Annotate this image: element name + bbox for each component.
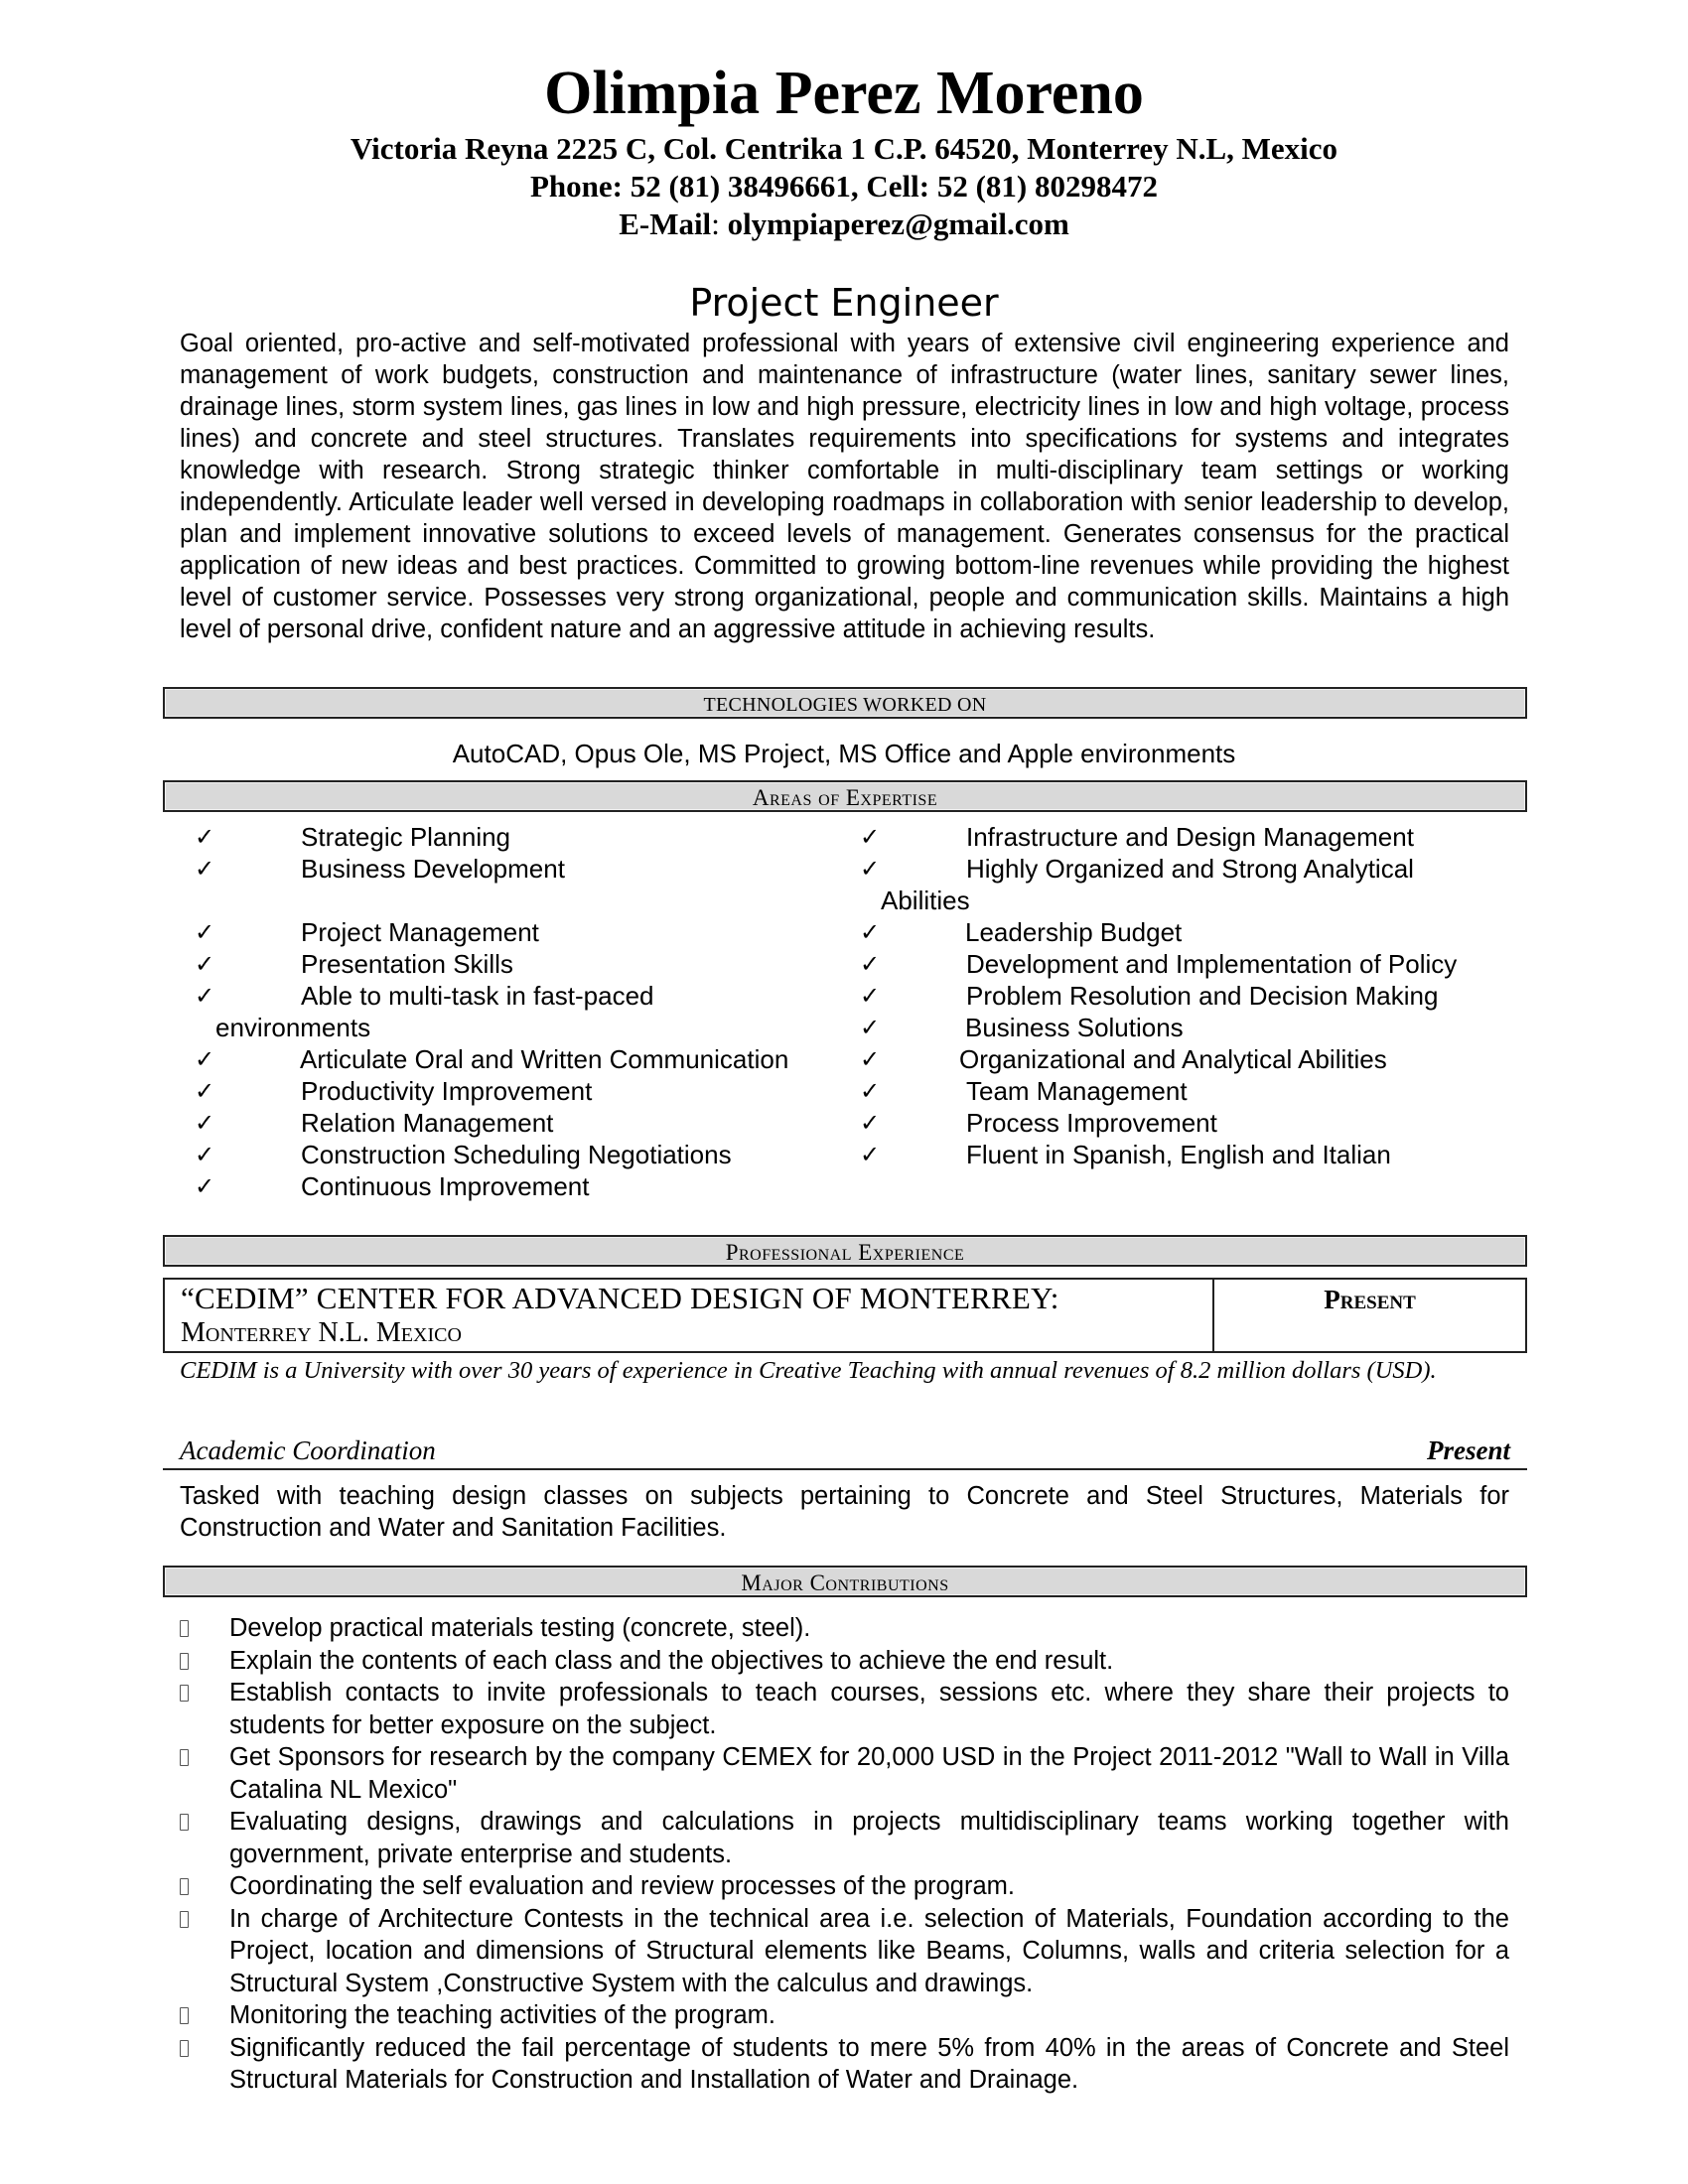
check-icon: ✓ [195, 1141, 215, 1168]
expertise-item: Continuous Improvement [301, 1171, 590, 1201]
contributions-heading: Major Contributions [163, 1566, 1527, 1597]
expertise-item: Relation Management [301, 1108, 554, 1138]
phone-line: Phone: 52 (81) 38496661, Cell: 52 (81) 80298472 [530, 169, 1158, 204]
summary-paragraph: Goal oriented, pro-active and self-motivated professional with years of extensive civil engineering experience and management of work budgets, construction and maintenance of infrastructure (water lines, sanitary sewer lines, drainage lines, storm system lines, gas lines in low and high pressure, electricity lines in low and high voltage, process lines) and concrete and steel structures. Translates requirements into specifications for systems and integrates knowledge with research. Strong strategic thinker comfortable in multi-disciplinary team settings or working independently. Articulate leader well versed in developing roadmaps in collaboration with senior leadership to develop, plan and implement innovative solutions to exceed levels of management. Generates consensus for the practical application of new ideas and best practices. Committed to growing bottom-line revenues while providing the highest level of customer service. Possesses very strong organizational, people and communication skills. Maintains a high level of personal drive, confident nature and an aggressive attitude in achieving results. [180, 330, 1509, 643]
contribution-item [180, 1999, 1509, 2032]
technologies-heading: TECHNOLOGIES WORKED ON [163, 687, 1527, 719]
job-description: Tasked with teaching design classes on subjects pertaining to Concrete and Steel Structures, Materials for Construction and Water and Sanitation Facilities. [180, 1482, 1509, 1542]
contribution-text: Develop practical materials testing (concrete, steel). [229, 1614, 811, 1642]
email-address[interactable]: olympiaperez@gmail.com [727, 206, 1069, 241]
contribution-text: Explain the contents of each class and the objectives to achieve the end result. [229, 1646, 1114, 1675]
expertise-item: Problem Resolution and Decision Making [966, 981, 1439, 1011]
expertise-item-continuation: Abilities [881, 886, 970, 915]
expertise-item: Infrastructure and Design Management [966, 822, 1414, 852]
job-period: Present [1427, 1435, 1510, 1465]
check-icon: ✓ [860, 1141, 881, 1168]
contribution-text: Get Sponsors for research by the company CEMEX for 20,000 USD in the Project 2011-2012 "Wall to Wall in Villa Catalina NL Mexico" [229, 1743, 1509, 1804]
expertise-item: Leadership Budget [965, 917, 1183, 947]
check-icon: ✓ [860, 950, 881, 978]
expertise-item: Productivity Improvement [301, 1076, 593, 1106]
job-title: Academic Coordination [180, 1435, 436, 1465]
expertise-item: Project Management [301, 917, 539, 947]
email-label: E-Mail [619, 206, 712, 241]
technologies-list: AutoCAD, Opus Ole, MS Project, MS Office and Apple environments [452, 739, 1236, 768]
contribution-text: Coordinating the self evaluation and review processes of the program. [229, 1872, 1015, 1900]
contribution-item [180, 1677, 1509, 1741]
expertise-item: Highly Organized and Strong Analytical [966, 854, 1414, 884]
candidate-name: Olimpia Perez Moreno [544, 60, 1144, 127]
contributions-list [180, 1612, 1509, 2097]
bullet-placeholder-icon [180, 1911, 189, 1928]
check-icon: ✓ [860, 1014, 881, 1041]
expertise-item: Able to multi-task in fast-paced [301, 981, 654, 1011]
check-icon: ✓ [195, 950, 215, 978]
company-period: Present [1324, 1285, 1416, 1314]
company-name: “CEDIM” CENTER FOR ADVANCED DESIGN OF MONTERREY: [181, 1281, 1059, 1315]
check-icon: ✓ [195, 1172, 215, 1200]
expertise-item: Presentation Skills [301, 949, 513, 979]
check-icon: ✓ [860, 823, 881, 851]
company-header-box [163, 1278, 1527, 1353]
expertise-heading: Areas of Expertise [163, 780, 1527, 812]
expertise-item: Process Improvement [966, 1108, 1217, 1138]
contribution-item [180, 1903, 1509, 2000]
check-icon: ✓ [195, 823, 215, 851]
check-icon: ✓ [195, 918, 215, 946]
expertise-item: Team Management [966, 1076, 1188, 1106]
check-icon: ✓ [860, 918, 881, 946]
bullet-placeholder-icon [180, 1878, 189, 1895]
contribution-item [180, 1870, 1509, 1903]
experience-heading: Professional Experience [163, 1235, 1527, 1267]
company-location: Monterrey N.L. Mexico [181, 1317, 462, 1348]
expertise-item: Organizational and Analytical Abilities [959, 1044, 1387, 1074]
bullet-placeholder-icon [180, 2040, 189, 2057]
expertise-item: Construction Scheduling Negotiations [301, 1140, 732, 1169]
expertise-item: Development and Implementation of Policy [966, 949, 1458, 979]
contribution-item [180, 1645, 1509, 1678]
address: Victoria Reyna 2225 C, Col. Centrika 1 C.P. 64520, Monterrey N.L, Mexico [350, 131, 1338, 166]
check-icon: ✓ [195, 982, 215, 1010]
objective-title: Project Engineer [689, 281, 999, 325]
check-icon: ✓ [860, 1077, 881, 1105]
check-icon: ✓ [860, 1045, 881, 1073]
check-icon: ✓ [195, 1109, 215, 1137]
contribution-item [180, 1741, 1509, 1806]
contribution-text: Significantly reduced the fail percentage of students to mere 5% from 40% in the areas of Concrete and Steel Structural Materials for Construction and Installation of Water and Drainage. [229, 2033, 1509, 2094]
contribution-item [180, 1612, 1509, 1645]
bullet-placeholder-icon [180, 1685, 189, 1702]
contribution-item [180, 2032, 1509, 2097]
bullet-placeholder-icon [180, 1749, 189, 1766]
expertise-item: Business Solutions [965, 1013, 1184, 1042]
check-icon: ✓ [860, 1109, 881, 1137]
bullet-placeholder-icon [180, 1653, 189, 1670]
bullet-placeholder-icon [180, 2007, 189, 2024]
email-colon: : [711, 206, 728, 241]
check-icon: ✓ [195, 855, 215, 883]
expertise-item: Strategic Planning [301, 822, 511, 852]
check-icon: ✓ [860, 982, 881, 1010]
contribution-text: Evaluating designs, drawings and calculations in projects multidisciplinary teams working together with government, private enterprise and students. [229, 1808, 1509, 1868]
contribution-text: Establish contacts to invite professionals to teach courses, sessions etc. where they share their projects to students for better exposure on the subject. [229, 1679, 1509, 1739]
expertise-item: Business Development [301, 854, 565, 884]
expertise-item: Fluent in Spanish, English and Italian [966, 1140, 1391, 1169]
bullet-placeholder-icon [180, 1620, 189, 1637]
check-icon: ✓ [195, 1077, 215, 1105]
contribution-text: In charge of Architecture Contests in the technical area i.e. selection of Materials, Foundation according to the Project, location and dimensions of Structural elements like Beams, Columns, walls and criteria selection for a Structural System ,Constructive System with the calculus and drawings. [229, 1904, 1509, 1997]
company-description: CEDIM is a University with over 30 years of experience in Creative Teaching with annual revenues of 8.2 million dollars (USD). [180, 1357, 1437, 1384]
email-line [0, 205, 1688, 243]
contribution-item [180, 1806, 1509, 1870]
job-role-line [163, 1433, 1527, 1470]
bullet-placeholder-icon [180, 1814, 189, 1831]
expertise-item-continuation: environments [215, 1013, 371, 1042]
check-icon: ✓ [195, 1045, 215, 1073]
contribution-text: Monitoring the teaching activities of the program. [229, 2001, 775, 2029]
expertise-item: Articulate Oral and Written Communication [300, 1044, 789, 1074]
check-icon: ✓ [860, 855, 881, 883]
